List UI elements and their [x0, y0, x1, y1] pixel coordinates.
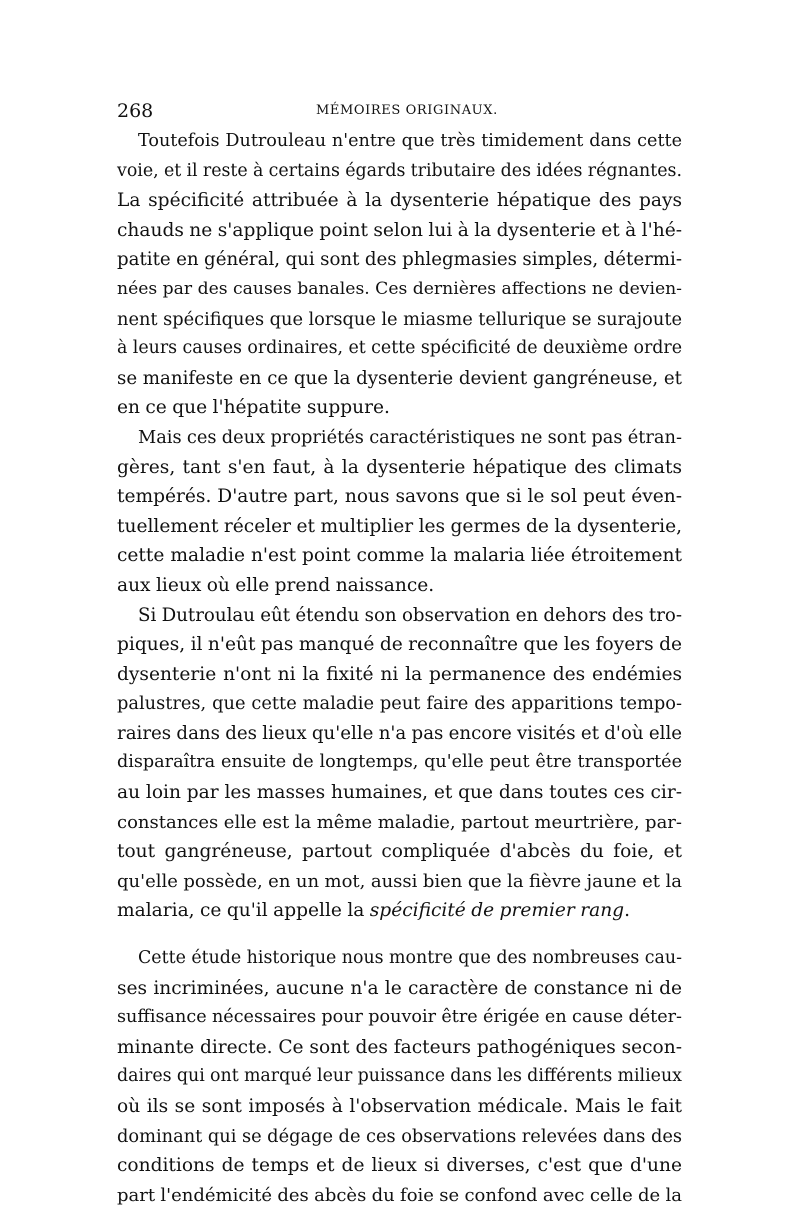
text-line: dominant qui se dégage de ces observations relevées dans des: [117, 1125, 682, 1147]
paragraph-3: [117, 601, 682, 927]
text-line: tout gangréneuse, partout compliquée d'abcès du foie, et: [117, 841, 682, 863]
paragraph-4: [117, 944, 682, 1210]
text-line: Si Dutroulau eût étendu son observation en dehors des tro-: [138, 604, 682, 626]
running-head: MÉMOIRES ORIGINAUX.: [316, 103, 498, 118]
text-line: La spécificité attribuée à la dysenterie hépatique des pays: [117, 190, 682, 212]
text-line: conditions de temps et de lieux si diverses, c'est que d'une: [117, 1155, 682, 1177]
text-line: au loin par les masses humaines, et que dans toutes ces cir-: [117, 782, 682, 804]
text-line: en ce que l'hépatite suppure.: [117, 397, 390, 419]
text-line: nées par des causes banales. Ces dernières affections ne devien-: [117, 278, 682, 299]
text-fragment: malaria, ce qu'il appelle la: [117, 900, 370, 922]
text-line: palustres, que cette maladie peut faire des apparitions tempo-: [117, 693, 682, 715]
text-line: nent spécifiques que lorsque le miasme tellurique se surajoute: [117, 308, 682, 330]
text-line: patite en général, qui sont des phlegmasies simples, détermi-: [117, 249, 682, 271]
text-line: chauds ne s'applique point selon lui à la dysenterie et à l'hé-: [117, 219, 682, 241]
text-line: part l'endémicité des abcès du foie se confond avec celle de la: [117, 1184, 682, 1206]
text-line: ses incriminées, aucune n'a le caractère de constance ni de: [117, 977, 682, 999]
text-line: se manifeste en ce que la dysenterie devient gangréneuse, et: [117, 367, 682, 389]
text-line: gères, tant s'en faut, à la dysenterie hépatique des climats: [117, 456, 682, 478]
page-header: [117, 98, 682, 124]
text-line: raires dans des lieux qu'elle n'a pas encore visités et d'où elle: [117, 722, 683, 744]
text-line: Mais ces deux propriétés caractéristiques ne sont pas étran-: [138, 426, 682, 448]
text-line: piques, il n'eût pas manqué de reconnaître que les foyers de: [117, 634, 682, 656]
text-line: voie, et il reste à certains égards tributaire des idées régnantes.: [117, 160, 682, 181]
text-line: dysenterie n'ont ni la fixité ni la permanence des endémies: [117, 663, 682, 685]
paragraph-gap: [117, 926, 682, 944]
text-line: disparaîtra ensuite de longtemps, qu'elle peut être transportée: [117, 752, 682, 773]
body-text: [117, 127, 682, 1210]
text-line: où ils se sont imposés à l'observation médicale. Mais le fait: [117, 1096, 682, 1117]
page-number: 268: [117, 100, 154, 122]
text-line: cette maladie n'est point comme la malaria liée étroitement: [117, 545, 682, 567]
text-line: constances elle est la même maladie, partout meurtrière, par-: [117, 811, 682, 833]
text-fragment: .: [624, 900, 630, 922]
text-line: aux lieux où elle prend naissance.: [117, 574, 435, 596]
text-line: Cette étude historique nous montre que des nombreuses cau-: [138, 948, 682, 969]
paragraph-2: [117, 423, 682, 601]
paragraph-1: [117, 127, 682, 423]
text-line: qu'elle possède, en un mot, aussi bien que la fièvre jaune et la: [117, 870, 682, 892]
text-line: tempérés. D'autre part, nous savons que si le sol peut éven-: [117, 486, 682, 508]
text-line: [117, 896, 682, 926]
text-line: suffisance nécessaires pour pouvoir être érigée en cause déter-: [117, 1007, 682, 1028]
text-line: daires qui ont marqué leur puissance dans les différents milieux: [117, 1066, 682, 1087]
text-line: minante directe. Ce sont des facteurs pathogéniques secon-: [117, 1036, 682, 1058]
text-line: Toutefois Dutrouleau n'entre que très timidement dans cette: [138, 131, 682, 151]
text-line: tuellement réceler et multiplier les germes de la dysenterie,: [117, 515, 682, 537]
text-line: à leurs causes ordinaires, et cette spécificité de deuxième ordre: [117, 338, 682, 359]
italic-phrase: spécificité de premier rang: [369, 900, 625, 922]
